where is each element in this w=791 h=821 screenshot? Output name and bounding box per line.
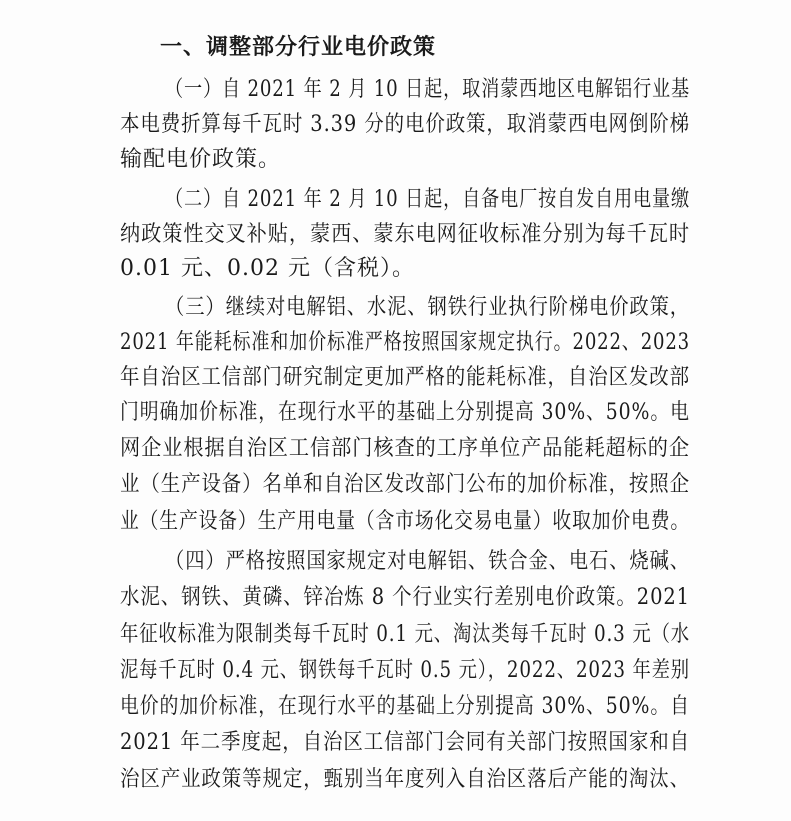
paragraph-2-line-2: 纳政策性交叉补贴，蒙西、蒙东电网征收标准分别为每千瓦时 [120,222,691,247]
paragraph-1-line-3: 输配电价政策。 [120,147,282,172]
paragraph-3-line-6: 业（生产设备）名单和自治区发改部门公布的加价标准，按照企 [120,472,691,497]
paragraph-1-line-2: 本电费折算每千瓦时 3.39 分的电价政策，取消蒙西电网倒阶梯 [120,112,690,137]
paragraph-4-line-3: 年征收标准为限制类每千瓦时 0.1 元、淘汰类每千瓦时 0.3 元（水 [120,622,690,647]
paragraph-1-line-1: （一）自 2021 年 2 月 10 日起，取消蒙西地区电解铝行业基 [165,77,690,102]
paragraph-3-line-2: 2021 年能耗标准和加价标准严格按照国家规定执行。2022、2023 [120,330,690,355]
paragraph-4-line-4: 泥每千瓦时 0.4 元、钢铁每千瓦时 0.5 元），2022、2023 年差别 [120,658,690,683]
paragraph-4-line-2: 水泥、钢铁、黄磷、锌冶炼 8 个行业实行差别电价政策。2021 [120,585,690,610]
paragraph-3-line-1: （三）继续对电解铝、水泥、钢铁行业执行阶梯电价政策， [165,295,691,320]
paragraph-2-line-1: （二）自 2021 年 2 月 10 日起，自备电厂按自发自用电量缴 [165,187,690,212]
paragraph-3-line-3: 年自治区工信部门研究制定更加严格的能耗标准，自治区发改部 [120,365,691,390]
paragraph-3-line-7: 业（生产设备）生产用电量（含市场化交易电量）收取加价电费。 [120,509,691,534]
paragraph-2-line-3: 0.01 元、0.02 元（含税）。 [120,256,415,281]
paragraph-3-line-4: 门明确加价标准，在现行水平的基础上分别提高 30%、50%。电 [120,400,690,425]
paragraph-4-line-6: 2021 年二季度起，自治区工信部门会同有关部门按照国家和自 [120,730,690,755]
section-heading: 一、调整部分行业电价政策 [160,35,437,60]
paragraph-4-line-5: 电价的加价标准，在现行水平的基础上分别提高 30%、50%。自 [120,694,690,719]
paragraph-4-line-1: （四）严格按照国家规定对电解铝、铁合金、电石、烧碱、 [165,549,691,574]
paragraph-3-line-5: 网企业根据自治区工信部门核查的工序单位产品能耗超标的企 [120,436,691,461]
paragraph-4-line-7: 治区产业政策等规定，甄别当年度列入自治区落后产能的淘汰、 [120,767,691,792]
